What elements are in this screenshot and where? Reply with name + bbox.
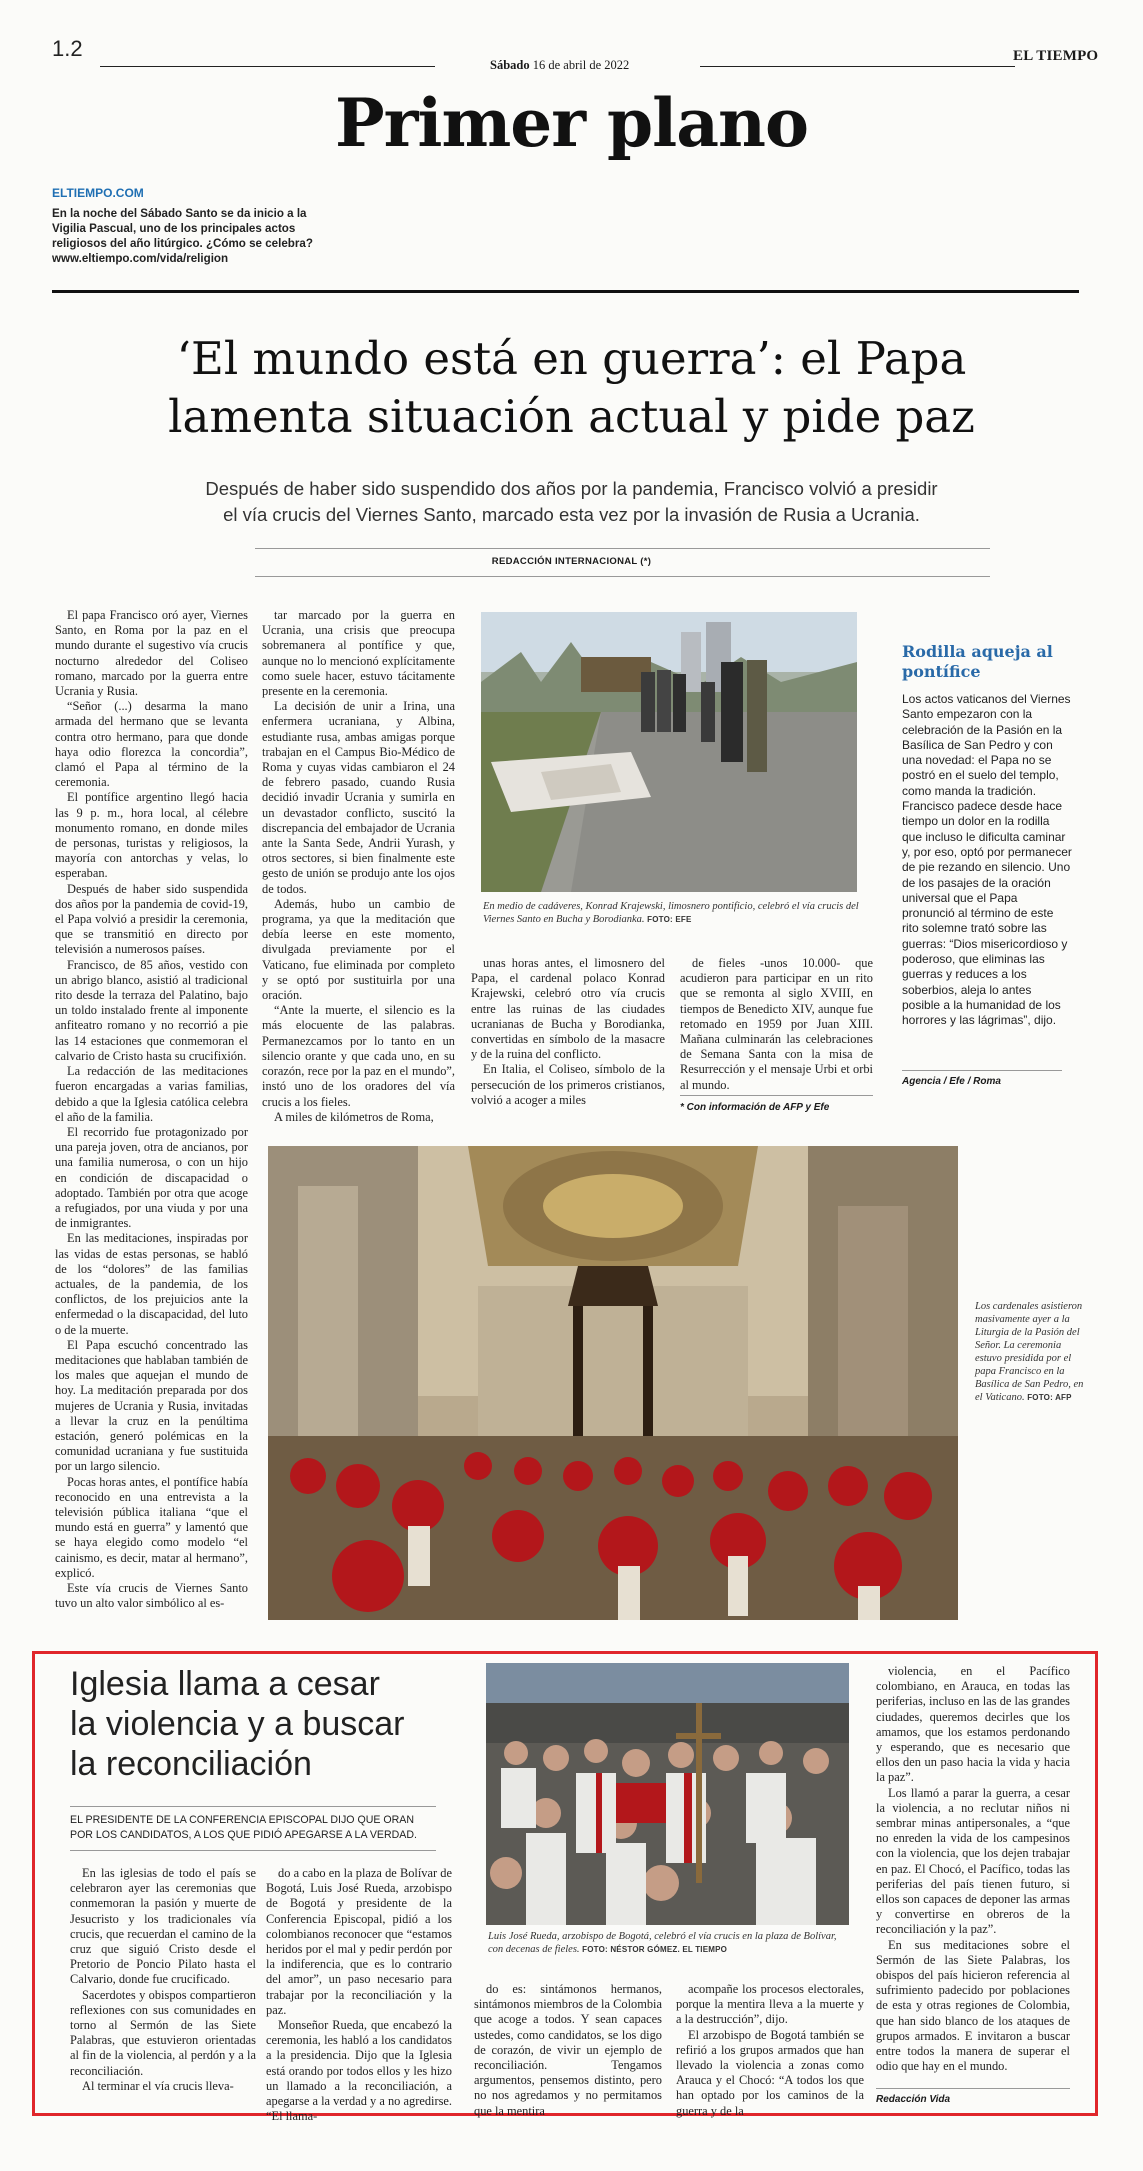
second-article-col1-paragraph: En las iglesias de todo el país se celebraron ayer las ceremonias que conmemoran la pasión y muerte de Jesucristo y los tradicionales vía crucis, que recuerdan el camino de la cruz que siguió Cristo desde el Pretorio de Poncio Pilato hasta el Calvario, donde fue crucificado. [70, 1866, 256, 1987]
basilica-photo-caption [975, 1300, 1085, 1404]
second-article-col3-paragraph: do es: sintámonos hermanos, sintámonos miembros de la Colombia que acoge a todos. Y sean capaces ustedes, como candidatos, se los digo de corazón, de vivir un ejemplo de reconciliación. Tengamos argumentos, pensemos distinto, pero no nos agredamos y no permitamos que la mentira [474, 1982, 662, 2118]
second-column-1 [70, 1866, 256, 2094]
basilica-photo-image [268, 1146, 958, 1620]
date-rest: 16 de abril de 2022 [532, 58, 630, 72]
issue-date [490, 58, 629, 73]
second-article-col5-paragraph: Los llamó a parar la guerra, a cesar la violencia, a no reclutar niños ni sembrar minas antipersonales, a “que no enreden la vida de los campesinos con la violencia, que los dejen trabajar en paz. El Chocó, el Pacífico, todas las periferias del país tienen futuro, si ellos son capaces de deponer las armas y convertirse en obreros de la reconciliación y la paz”. [876, 1785, 1070, 1937]
bucha-caption-text: En medio de cadáveres, Konrad Krajewski, limosnero pontificio, celebró el vía crucis del Viernes Santo en Bucha y Borodianka. [483, 901, 859, 925]
main-article-col1-paragraph: Este vía crucis de Viernes Santo tuvo un alto valor simbólico al es- [55, 1581, 248, 1611]
main-article-col1-paragraph: El papa Francisco oró ayer, Viernes Santo, en Roma por la paz en el mundo durante el sugestivo vía crucis nocturno alrededor del Coliseo romano, marcado por la guerra entre Ucrania y Rusia. [55, 608, 248, 699]
main-article-col2-paragraph: “Ante la muerte, el silencio es la más elocuente de las palabras. Permanezcamos por lo tanto en un silencio orante y que cada uno, en su corazón, rece por la paz en el mundo”, instó uno de los oradores del vía crucis a los fieles. [262, 1003, 455, 1109]
second-article-col4-paragraph: acompañe los procesos electorales, porque la mentira lleva a la muerte y a la destrucción”, dijo. [676, 1982, 864, 2027]
main-deck-line2: el vía crucis del Viernes Santo, marcado esta vez por la invasión de Rusia a Ucrania. [223, 504, 920, 525]
bogota-photo-caption [488, 1930, 853, 1956]
main-article-col1-paragraph: En las meditaciones, inspiradas por las vidas de estas personas, se habló de los “dolores” de las familias actuales, de la pandemia, de los conflictos, de los prejuicios ante la enfermedad o la discapacidad, del luto o de la muerte. [55, 1231, 248, 1337]
date-day: Sábado [490, 58, 530, 72]
byline-rule-bottom [255, 576, 990, 577]
sidebar-title: Rodilla aqueja al pontífice [902, 642, 1053, 681]
second-article-col5-paragraph: violencia, en el Pacífico colombiano, en Arauca, en todas las periferias, incluso en las de las grandes ciudades, queremos decirles que los amamos, que los estamos perdonando y esperando, que es necesario que ellos den un paso hacia la vida y hacia la paz”. [876, 1664, 1070, 1785]
section-divider [52, 290, 1079, 293]
main-footnote: * Con información de AFP y Efe [680, 1102, 830, 1113]
main-article-col3-paragraph: En Italia, el Coliseo, símbolo de la persecución de los primeros cristianos, volvió a acoger a miles [471, 1062, 665, 1107]
second-column-4 [676, 1982, 864, 2119]
second-headline-line2: la violencia y a buscar [70, 1705, 405, 1743]
second-column-3 [474, 1982, 662, 2119]
page-number: 1.2 [52, 36, 83, 61]
second-article-col2-paragraph: Monseñor Rueda, que encabezó la ceremonia, les habló a los candidatos a la presidencia. Dijo que la Iglesia está orando por todos ellos y les hizo un llamado a la reconciliación, a apegarse a la verdad y a no agredirse. “El llama- [266, 2018, 452, 2124]
promo-text: En la noche del Sábado Santo se da inicio a la Vigilia Pascual, uno de los principales actos religiosos del año litúrgico. ¿Cómo se celebra? www.eltiempo.com/vida/religion [52, 207, 313, 265]
main-article-col3-paragraph: unas horas antes, el limosnero del Papa, el cardenal polaco Konrad Krajewski, celebró otro vía crucis entre las ruinas de las ciudades ucranianas de Bucha y Borodianka, convertidas en símbolo de la masacre y de la ruina del conflicto. [471, 956, 665, 1062]
sidebar-text: Los actos vaticanos del Viernes Santo empezaron con la celebración de la Pasión en la Basílica de San Pedro y con una novedad: el Papa no se postró en el suelo del templo, como manda la tradición. Francisco padece desde hace tiempo un dolor en la rodilla que incluso le dificulta caminar y, por eso, optó por permanecer de pie rezando en silencio. Uno de los pasajes de la oración universal que el Papa pronunció al término de este rito solemne trató sobre las guerras: “Dios misericordioso y poderoso, que eliminas las guerras y reduces a los soberbios, aleja lo antes posible a la humanidad de los horrores y las lágrimas”, dijo. [902, 692, 1072, 1028]
main-headline-line1: ‘El mundo está en guerra’: el Papa [176, 332, 967, 385]
second-headline-line3: la reconciliación [70, 1745, 312, 1783]
section-title: Primer plano [334, 84, 809, 162]
second-article-col1-paragraph: Sacerdotes y obispos compartieron reflexiones con sus comunidades en torno al Sermón de las Siete Palabras, que estuvieron orientadas al fin de la violencia, al perdón y a la reconciliación. [70, 1987, 256, 2078]
bogota-caption-text: Luis José Rueda, arzobispo de Bogotá, celebró el vía crucis en la plaza de Bolívar, con decenas de fieles. [488, 1931, 837, 1955]
second-deck-rule-bottom [70, 1850, 436, 1851]
main-article-col2-paragraph: A miles de kilómetros de Roma, [274, 1109, 434, 1124]
main-article-col1-paragraph: El recorrido fue protagonizado por una pareja joven, otra de ancianos, por una familia numerosa, o con un hijo en condición de discapacidad o adoptado. También por otra que acoge a refugiados, por una viuda y por una de inmigrantes. [55, 1124, 248, 1231]
main-headline-line2: lamenta situación actual y pide paz [168, 390, 975, 443]
bucha-photo [481, 612, 857, 892]
bogota-photo [486, 1663, 849, 1925]
main-column-2 [262, 608, 455, 1125]
second-article-col2-paragraph: do a cabo en la plaza de Bolívar de Bogotá, Luis José Rueda, arzobispo de Bogotá y presidente de la Conferencia Episcopal, pidió a los colombianos reconocer que “estamos heridos por el mal y pedir perdón por la indiferencia, que es lo contrario del amor”, un paso necesario para trabajar por la reconciliación y la paz. [266, 1866, 452, 2017]
second-article-col5-paragraph: En sus meditaciones sobre el Sermón de las Siete Palabras, los obispos del país hicieron referencia al sufrimiento padecido por poblaciones de esta y otras regiones de Colombia, que han sido blanco de los ataques de grupos armados. E invitaron a buscar entre todos la manera de superar el odio que hay en el mundo. [876, 1937, 1070, 2074]
bucha-photo-caption [483, 900, 863, 926]
main-article-col1-paragraph: Después de haber sido suspendida dos años por la pandemia de covid-19, el Papa volvió a presidir la ceremonia, que se transmitió en directo por televisión a numerosos países. [55, 881, 248, 957]
main-article-col4-paragraph: de fieles -unos 10.000- que acudieron para participar en un rito que se remonta al siglo XVIII, en tiempos de Benedicto XIV, aunque fue retomado en 1959 por Juan XIII. Mañana culminarán las celebraciones de Semana Santa con la misa de Resurrección y el mensaje Urbi et orbi al mundo. [680, 956, 873, 1092]
sidebar-credit: Agencia / Efe / Roma [902, 1076, 1001, 1087]
second-credit-rule [876, 2088, 1070, 2089]
main-column-4 [680, 956, 873, 1093]
second-deck-rule-top [70, 1806, 436, 1807]
main-deck [0, 476, 1143, 528]
second-headline [70, 1664, 430, 1784]
second-credit: Redacción Vida [876, 2094, 951, 2105]
main-article-col1-paragraph: El Papa escuchó concentrado las meditaciones que hablaban también de los males que aquejan el mundo de hoy. La meditación preparada por dos mujeres de Ucrania y Rusia, invitadas a llevar la cruz en la penúltima estación, generó polémicas en la comunidad ucraniana y fue sustituida por un largo silencio. [55, 1337, 248, 1474]
main-deck-line1: Después de haber sido suspendido dos años por la pandemia, Francisco volvió a presidir [205, 478, 938, 499]
newspaper-brand: EL TIEMPO [1013, 48, 1099, 64]
basilica-photo-credit: FOTO: AFP [1027, 1393, 1072, 1402]
main-headline [0, 330, 1143, 446]
byline-rule-top [255, 548, 990, 549]
main-column-1 [55, 608, 248, 1611]
main-article-col2-paragraph: tar marcado por la guerra en Ucrania, una crisis que preocupa sobremanera al pontífice y que, aunque no lo mencionó explícitamente como suele hacer, estuvo tácitamente presente en la ceremonia. [262, 608, 455, 699]
header-rule-left [100, 66, 435, 67]
sidebar-rule [902, 1070, 1062, 1071]
main-article-col1-paragraph: La redacción de las meditaciones fueron encargadas a varias familias, debido a que la Iglesia católica celebra el año de la familia. [55, 1064, 248, 1124]
bucha-photo-credit: FOTO: EFE [647, 915, 692, 924]
second-article-col1-paragraph: Al terminar el vía crucis lleva- [82, 2078, 234, 2093]
bogota-photo-credit: FOTO: NÉSTOR GÓMEZ. EL TIEMPO [582, 1945, 728, 1954]
main-byline: REDACCIÓN INTERNACIONAL (*) [491, 556, 652, 567]
basilica-photo [268, 1146, 958, 1620]
main-article-col2-paragraph: Además, hubo un cambio de programa, ya que la meditación que debía leerse en este momento, divulgada previamente por el Vaticano, fue eliminada por completo y se optó por sustituirla por una oración. [262, 896, 455, 1003]
main-column-3 [471, 956, 665, 1108]
footnote-rule [680, 1095, 873, 1096]
main-article-col1-paragraph: El pontífice argentino llegó hacia las 9 p. m., hora local, al célebre monumento romano, en donde miles de personas, turistas y religiosos, la mayoría con antorchas y velas, lo esperaban. [55, 790, 248, 881]
main-article-col1-paragraph: Francisco, de 85 años, vestido con un abrigo blanco, asistió al tradicional rito desde la terraza del Palatino, bajo un toldo instalado frente al imponente anfiteatro romano y no recorrió a pie las 14 estaciones que conmemoran el calvario de Cristo hasta su crucifixión. [55, 957, 248, 1063]
bucha-photo-image [481, 612, 857, 892]
second-article-col4-paragraph: El arzobispo de Bogotá también se refirió a los grupos armados que han llevado la violencia a zonas como Arauca y el Chocó: “A todos los que han optado por los caminos de la guerra y de la [676, 2027, 864, 2118]
main-article-col1-paragraph: “Señor (...) desarma la mano armada del hermano que se levanta contra otro hermano, para que donde haya odio florezca la concordia”, clamó el Papa al término de la ceremonia. [55, 699, 248, 790]
promo-site[interactable]: ELTIEMPO.COM [52, 186, 144, 200]
bogota-photo-image [486, 1663, 849, 1925]
main-article-col1-paragraph: Pocas horas antes, el pontífice había reconocido en una entrevista a la televisión pública italiana “que el mundo está en guerra” y lamentó que se haya elegido como modelo “el cainismo, es decir, matar al hermano”, explicó. [55, 1474, 248, 1580]
basilica-caption-text: Los cardenales asistieron masivamente ayer a la Liturgia de la Pasión del Señor. La ceremonia estuvo presidida por el papa Francisco en la Basílica de San Pedro, en el Vaticano. [975, 1301, 1084, 1403]
main-article-col2-paragraph: La decisión de unir a Irina, una enfermera ucraniana, y Albina, estudiante rusa, ambas amigas porque trabajan en el Campus Bio-Médico de Roma y cuyas vidas cambiaron el 24 de febrero pasado, cuando Rusia decidió invadir Ucrania y sumirla en un devastador conflicto, suscitó la discrepancia del embajador de Ucrania ante la Santa Sede, Andrii Yurash, y otros sectores, si bien finalmente este gesto de unión se produjo ante los ojos de todos. [262, 699, 455, 896]
second-deck: EL PRESIDENTE DE LA CONFERENCIA EPISCOPAL DIJO QUE ORAN POR LOS CANDIDATOS, A LOS QUE PIDIÓ APEGARSE A LA VERDAD. [70, 1814, 417, 1841]
second-headline-line1: Iglesia llama a cesar [70, 1665, 380, 1703]
second-column-2 [266, 1866, 452, 2124]
header-rule-right [700, 66, 1015, 67]
second-column-5 [876, 1664, 1070, 2074]
